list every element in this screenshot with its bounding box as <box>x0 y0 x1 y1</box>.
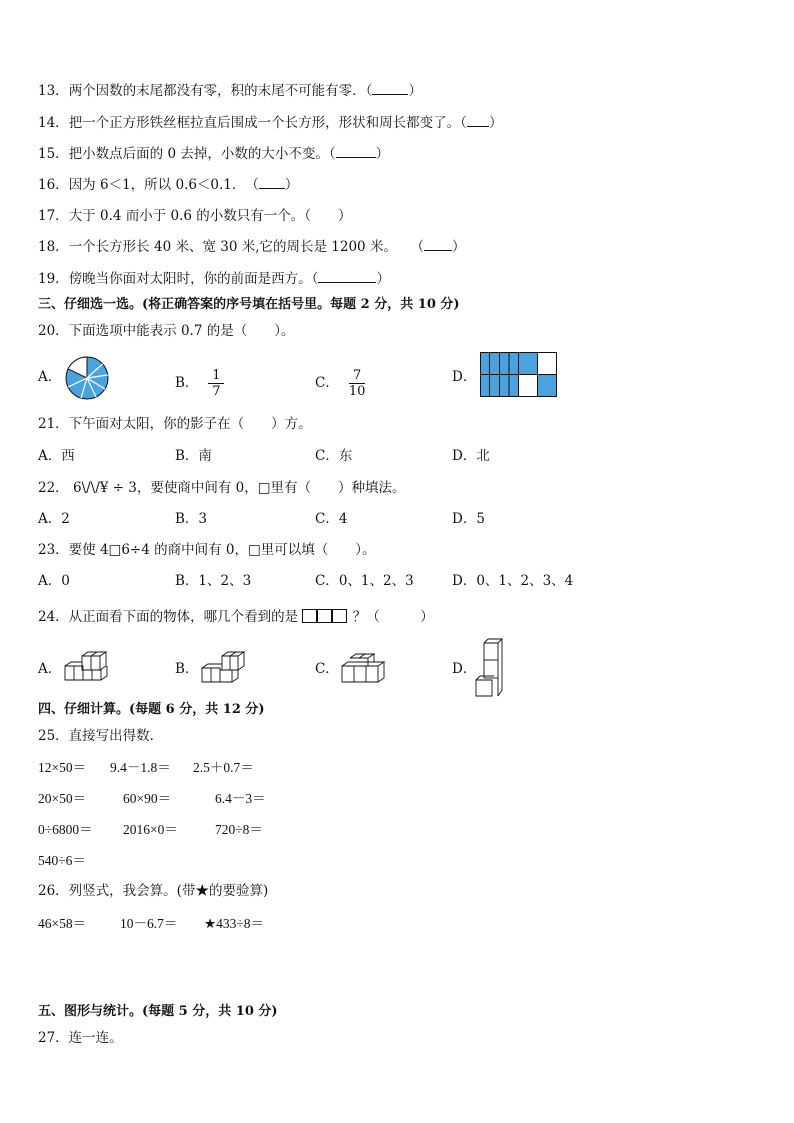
question-number: 15． <box>38 146 69 162</box>
q21-option-d: D．北 <box>452 448 490 464</box>
q21-option-b: B．南 <box>175 448 212 464</box>
question-text: 一个长方形长 40 米、宽 30 米,它的周长是 1200 米。 （ <box>68 239 424 255</box>
q20-option-a-label: A． <box>38 369 62 385</box>
section-5-heading: 五、图形与统计。(每题 5 分，共 10 分) <box>38 1004 278 1019</box>
denominator: 10 <box>348 384 366 399</box>
q23-option-a: A．0 <box>38 573 70 589</box>
answer-blank[interactable] <box>259 176 285 189</box>
bracket-close: ） <box>284 177 299 193</box>
question-15 <box>38 145 389 163</box>
q22-option-b: B．3 <box>175 511 208 527</box>
answer-blank[interactable] <box>467 114 489 127</box>
calc-item: 2016×0＝ <box>123 822 178 837</box>
option-b-label: B． <box>175 375 199 391</box>
bracket-close: ） <box>451 239 466 255</box>
q23-option-c: C．0、1、2、3 <box>315 573 414 589</box>
q20-option-c <box>315 368 365 399</box>
question-26-stem: 26．列竖式，我会算。(带★的要验算) <box>38 883 269 899</box>
question-17 <box>38 207 352 225</box>
question-number: 17． <box>38 208 69 224</box>
q24-option-d-label: D． <box>452 661 477 677</box>
question-16 <box>38 176 298 194</box>
calc-item: 12×50＝ <box>38 760 87 775</box>
bracket-close: ） <box>375 146 390 162</box>
calc-item: 540÷6＝ <box>38 853 86 868</box>
question-27-stem: 27．连一连。 <box>38 1030 123 1046</box>
question-number: 14． <box>38 115 69 131</box>
bracket-close: ） <box>408 83 422 99</box>
question-23-stem: 23．要使 4□6÷4 的商中间有 0，□里可以填（ ）。 <box>38 542 376 558</box>
calc-item: 720÷8＝ <box>215 822 263 837</box>
vertical-calc-item: ★433÷8＝ <box>204 916 265 931</box>
question-text: 傍晚当你面对太阳时，你的前面是西方。（ <box>68 271 319 287</box>
cube-stack-a-icon <box>64 652 120 684</box>
cube-stack-b-icon <box>200 650 252 686</box>
q21-option-c: C．东 <box>315 448 353 464</box>
question-text: 两个因数的末尾都没有零，积的末尾不可能有零．（ <box>68 83 373 99</box>
fraction-one-seventh <box>208 368 224 399</box>
section-3-heading: 三、仔细选一选。(将正确答案的序号填在括号里。每题 2 分，共 10 分) <box>38 297 460 312</box>
answer-blank[interactable] <box>318 270 376 283</box>
q20-option-b <box>175 368 224 399</box>
question-20-stem: 20．下面选项中能表示 0.7 的是（ ）。 <box>38 323 295 339</box>
calc-item: 60×90＝ <box>123 791 172 806</box>
bracket-close: ） <box>488 115 503 131</box>
answer-blank[interactable] <box>424 238 452 251</box>
question-21-stem: 21．下午面对太阳，你的影子在（ ）方。 <box>38 416 312 432</box>
q22-option-d: D．5 <box>452 511 485 527</box>
front-view-three-squares-icon <box>302 609 348 624</box>
cube-stack-d-icon <box>474 638 508 698</box>
denominator: 7 <box>212 384 221 399</box>
q24-option-b-label: B． <box>175 661 199 677</box>
q22-option-a: A．2 <box>38 511 70 527</box>
question-13 <box>38 82 422 100</box>
q20-option-d-label: D． <box>452 369 477 385</box>
cube-stack-c-icon <box>340 654 390 686</box>
question-text: 把一个正方形铁丝框拉直后围成一个长方形，形状和周长都变了。（ <box>68 115 467 131</box>
calc-item: 9.4－1.8＝ <box>110 760 171 775</box>
q24-option-c-label: C． <box>315 661 339 677</box>
question-24-stem <box>38 608 434 626</box>
option-c-label: C． <box>315 375 339 391</box>
question-19 <box>38 270 390 288</box>
question-number: 19． <box>38 271 69 287</box>
calc-item: 6.4－3＝ <box>215 791 266 806</box>
question-14 <box>38 114 502 132</box>
question-18 <box>38 238 465 256</box>
fraction-seven-tenths <box>349 368 366 399</box>
vertical-calc-item: 10－6.7＝ <box>120 916 178 931</box>
question-number: 13． <box>38 83 69 99</box>
question-text: 把小数点后面的 0 去掉，小数的大小不变。（ <box>68 146 336 162</box>
calc-item: 2.5＋0.7＝ <box>193 760 254 775</box>
calc-item: 20×50＝ <box>38 791 87 806</box>
section-4-heading: 四、仔细计算。(每题 6 分，共 12 分) <box>38 702 265 717</box>
answer-blank[interactable] <box>372 82 408 95</box>
calc-item: 0÷6800＝ <box>38 822 93 837</box>
q21-option-a: A．西 <box>38 448 75 464</box>
question-text: 因为 6＜1，所以 0.6＜0.1． （ <box>68 177 259 193</box>
answer-blank[interactable] <box>336 145 376 158</box>
stem-text-end: ？（ ） <box>352 609 434 625</box>
stem-text: 24．从正面看下面的物体，哪几个看到的是 <box>38 609 299 625</box>
q23-option-b: B．1、2、3 <box>175 573 252 589</box>
vertical-calc-item: 46×58＝ <box>38 916 87 931</box>
question-number: 16． <box>38 177 69 193</box>
bracket-close: ） <box>376 271 390 287</box>
question-25-stem: 25．直接写出得数． <box>38 728 164 744</box>
question-22-stem: 22． 6\/\/¥ ÷ 3，要使商中间有 0，□里有（ ）种填法。 <box>38 480 406 496</box>
question-number: 18． <box>38 239 69 255</box>
numerator: 1 <box>212 368 221 383</box>
pie-circle-diagram <box>64 355 110 401</box>
numerator: 7 <box>352 368 362 383</box>
q23-option-d: D．0、1、2、3、4 <box>452 573 574 589</box>
grid-rectangle-diagram <box>480 352 558 398</box>
q24-option-a-label: A． <box>38 661 62 677</box>
q22-option-c: C．4 <box>315 511 348 527</box>
question-text: 大于 0.4 而小于 0.6 的小数只有一个。（ ） <box>68 208 352 224</box>
